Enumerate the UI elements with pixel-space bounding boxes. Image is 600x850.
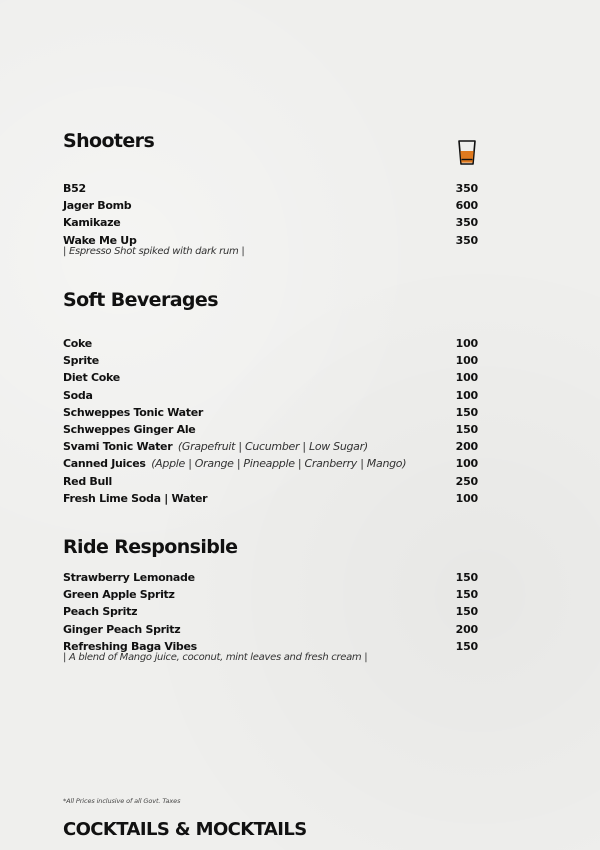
price-footnote: *All Prices inclusive of all Govt. Taxes (63, 797, 181, 805)
item-name: Fresh Lime Soda | Water (63, 491, 208, 505)
item-price: 100 (455, 337, 478, 350)
item-price: 100 (455, 491, 478, 505)
item-name: Refreshing Baga Vibes (63, 639, 197, 653)
item-price: 350 (455, 182, 478, 195)
item-price: 350 (455, 216, 478, 230)
menu-item (63, 387, 478, 404)
item-name: Diet Coke (63, 371, 120, 385)
item-price: 150 (455, 639, 478, 653)
item-price: 350 (455, 233, 478, 247)
menu-item (63, 438, 478, 455)
item-name: Schweppes Ginger Ale (63, 422, 196, 436)
item-price: 100 (455, 371, 478, 385)
item-name: Schweppes Tonic Water (63, 405, 204, 419)
shooters-list (63, 180, 478, 258)
item-price: 150 (455, 405, 478, 419)
menu-item (63, 586, 478, 603)
section-soft-beverages (63, 289, 478, 505)
item-variants: (Apple | Orange | Pineapple | Cranberry | Mango) (151, 457, 407, 471)
item-name: Ginger Peach Spritz (63, 622, 181, 636)
menu-item (63, 352, 478, 369)
section-title-shooters: Shooters (63, 130, 155, 152)
menu-item (63, 621, 478, 638)
item-price: 150 (455, 571, 478, 584)
item-name: Green Apple Spritz (63, 588, 175, 602)
menu-item (63, 197, 478, 214)
item-price: 250 (455, 474, 478, 488)
item-name: Wake Me Up (63, 233, 137, 247)
item-description: | A blend of Mango juice, coconut, mint leaves and fresh cream | (63, 651, 368, 663)
ride-responsible-list (63, 569, 478, 664)
item-price: 150 (455, 605, 478, 619)
menu-item (63, 335, 478, 352)
item-variants: (Grapefruit | Cucumber | Low Sugar) (177, 440, 368, 454)
menu-item (63, 180, 478, 197)
menu-item (63, 603, 478, 620)
section-title-ride-responsible: Ride Responsible (63, 536, 238, 558)
soft-beverages-list (63, 335, 478, 507)
item-price: 600 (455, 199, 478, 213)
section-shooters (63, 130, 478, 257)
item-name: Coke (63, 337, 92, 350)
shot-glass-icon (457, 139, 477, 166)
item-name: Sprite (63, 354, 99, 368)
item-name: Svami Tonic Water (Grapefruit | Cucumber | Low Sugar) (63, 440, 368, 454)
item-name: Kamikaze (63, 216, 121, 230)
menu-item (63, 421, 478, 438)
item-name: Jager Bomb (63, 199, 132, 213)
item-price: 150 (455, 588, 478, 602)
item-description: | Espresso Shot spiked with dark rum | (63, 245, 245, 257)
item-price: 100 (455, 388, 478, 402)
menu-item (63, 569, 478, 586)
item-name: Canned Juices (Apple | Orange | Pineapple | Cranberry | Mango) (63, 457, 407, 471)
item-name: Soda (63, 388, 93, 402)
item-price: 150 (455, 422, 478, 436)
item-price: 200 (455, 622, 478, 636)
item-name: Strawberry Lemonade (63, 571, 195, 584)
item-name: Peach Spritz (63, 605, 138, 619)
menu-item (63, 404, 478, 421)
item-price: 100 (455, 354, 478, 368)
menu-item (63, 473, 478, 490)
section-ride-responsible (63, 536, 478, 663)
menu-item (63, 455, 478, 472)
menu-item (63, 369, 478, 386)
section-title-soft-beverages: Soft Beverages (63, 289, 218, 311)
menu-item (63, 490, 478, 507)
item-price: 200 (455, 440, 478, 454)
item-name: B52 (63, 182, 86, 195)
item-name: Red Bull (63, 474, 112, 488)
item-price: 100 (455, 457, 478, 471)
menu-item (63, 214, 478, 231)
next-section-title: COCKTAILS & MOCKTAILS (63, 819, 307, 840)
